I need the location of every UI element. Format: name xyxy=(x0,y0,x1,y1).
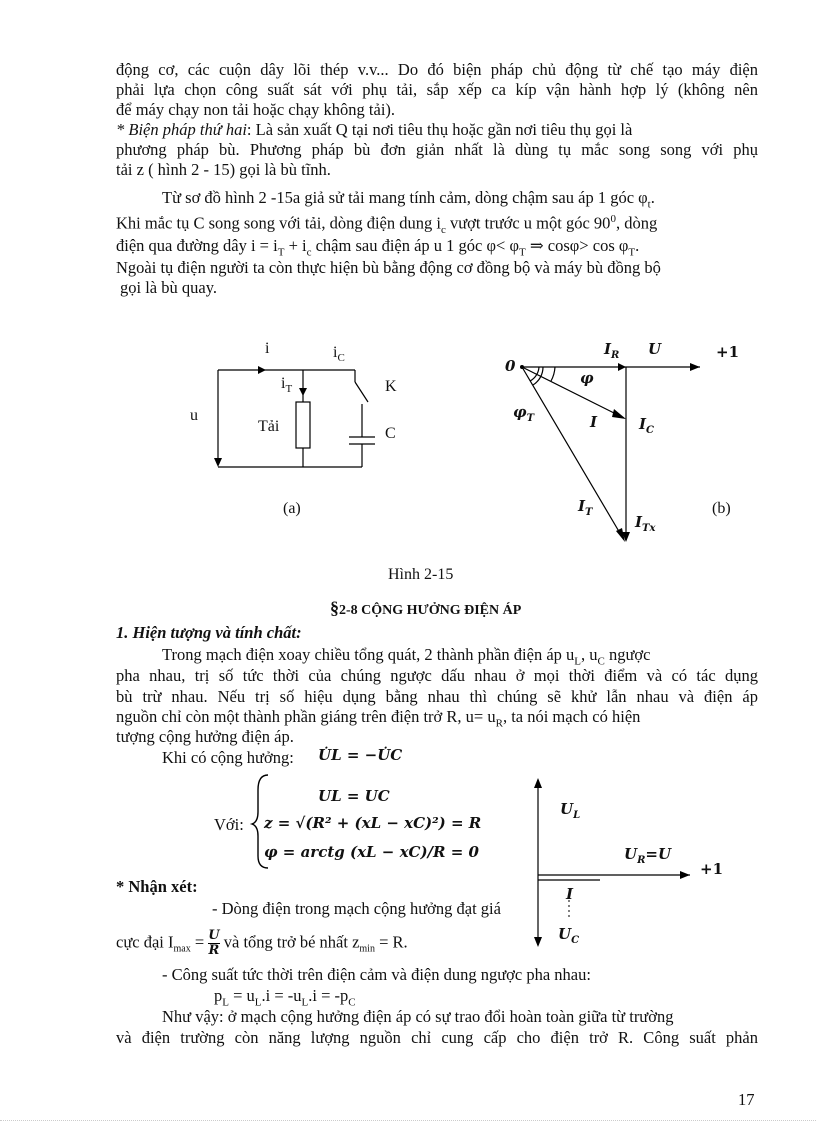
measure2-line1: * Biện pháp thứ hai: Là sản xuất Q tại nơi tiêu thụ hoặc gần nơi tiêu thụ gọi là xyxy=(116,120,633,139)
text-line: Khi mắc tụ C song song với tải, dòng điện dung $i_c$ vượt trước u một góc $90^0$, dòng xyxy=(116,213,658,236)
label-U: U xyxy=(648,340,662,358)
axis-plus-one-2: +1 xyxy=(700,860,724,878)
text-line: để máy chạy non tải hoặc chạy không tải). xyxy=(116,100,396,119)
text-line: và điện trường còn năng lượng nguồn chỉ cung cấp cho điện trở R. Công suất phản xyxy=(116,1028,758,1047)
label-I: I xyxy=(590,413,598,431)
text-line: Từ sơ đồ hình 2 -15a giả sử tải mang tính cảm, dòng chậm sau áp 1 góc $\varphi_t$. xyxy=(162,188,655,211)
text-line: phải lựa chọn công suất sát với phụ tải, sắp xếp ca kíp vận hành hợp lý (không nên xyxy=(116,80,758,99)
label-load: Tải xyxy=(258,418,280,435)
figure-caption: Hình 2-15 xyxy=(388,566,454,583)
label-u: u xyxy=(190,407,198,424)
label-UR-eq-U: $U_R=U$ xyxy=(624,845,672,866)
label-UC: $U_C$ xyxy=(558,925,580,946)
axis-plus-one: +1 xyxy=(716,343,740,361)
text-line: Trong mạch điện xoay chiều tổng quát, 2 thành phần điện áp $u_L$, $u_C$ ngược xyxy=(162,645,651,668)
resonance-formula: U̇L = −U̇C xyxy=(318,746,403,764)
text-line: Ngoài tụ điện người ta còn thực hiện bù bằng động cơ đồng bộ và máy bù đồng bộ xyxy=(116,258,661,277)
text-line: phương pháp bù. Phương pháp bù đơn giản nhất là dùng tụ mắc song song với phụ xyxy=(116,140,758,159)
page-number: 17 xyxy=(738,1090,755,1109)
text-line: bù trừ nhau. Nếu trị số hiệu dụng bằng nhau thì chúng sẽ khử lẫn nhau và điện áp xyxy=(116,687,758,706)
label-IC: $I_C$ xyxy=(639,415,654,436)
label-ITx: $I_{Tx}$ xyxy=(635,513,656,534)
text-line: - Dòng điện trong mạch cộng hưởng đạt giá xyxy=(212,899,501,918)
text-line: $p_L = u_L.i = -u_L.i = -p_C$ xyxy=(214,986,356,1009)
subsection-title: 1. Hiện tượng và tính chất: xyxy=(116,623,302,642)
caption-b: (b) xyxy=(712,500,731,517)
label-i: i xyxy=(265,340,270,357)
text-line: Như vậy: ở mạch cộng hưởng điện áp có sự trao đổi hoàn toàn giữa từ trường xyxy=(162,1007,674,1026)
label-phi: φ xyxy=(580,369,594,387)
text-line: tượng cộng hưởng điện áp. xyxy=(116,727,294,746)
text-line: tải z ( hình 2 - 15) gọi là bù tĩnh. xyxy=(116,160,331,179)
equation-2: z = √(R² + (xL − xC)²) = R xyxy=(264,814,482,832)
label-iT: $i_T$ xyxy=(281,375,293,396)
label-K: K xyxy=(385,378,397,395)
section-title: §2-8 CỘNG HƯỞNG ĐIỆN ÁP xyxy=(330,598,522,618)
equation-3: φ = arctg (xL − xC)/R = 0 xyxy=(264,843,479,861)
text-line: pha nhau, trị số tức thời của chúng ngược dấu nhau ở mọi thời điểm và có tác dụng xyxy=(116,666,758,685)
with-label: Với: xyxy=(214,815,244,834)
label-IR: $I_R$ xyxy=(604,340,620,361)
text-line: gọi là bù quay. xyxy=(120,278,217,297)
label-UL: $U_L$ xyxy=(560,800,581,821)
text-line: cực đại $I_{max}$ = $\frac{U}{R}$ và tổng trở bé nhất $z_{min} = R$. xyxy=(116,928,408,958)
text-line: nguồn chỉ còn một thành phần giáng trên điện trở R, $u= u_R$, ta nói mạch có hiện xyxy=(116,707,641,730)
label-I-2: I xyxy=(566,885,574,903)
text-line: động cơ, các cuộn dây lõi thép v.v... Do đó biện pháp chủ động từ chế tạo máy điện xyxy=(116,60,758,79)
remarks-label: * Nhận xét: xyxy=(116,877,198,896)
resonance-label: Khi có cộng hưởng: xyxy=(162,748,294,767)
text-line: - Công suất tức thời trên điện cảm và điện dung ngược pha nhau: xyxy=(162,965,591,984)
measure2-label: * Biện pháp thứ hai xyxy=(116,120,247,139)
label-phiT: $\varphi_T$ xyxy=(513,403,535,424)
origin-label: 0 xyxy=(505,357,516,375)
caption-a: (a) xyxy=(283,500,301,517)
label-ic: $i_C$ xyxy=(333,344,345,365)
equation-1: UL = UC xyxy=(318,787,390,805)
label-IT: $I_T$ xyxy=(578,497,593,518)
page-bottom-rule xyxy=(0,1120,816,1121)
label-C: C xyxy=(385,425,396,442)
text-line: điện qua đường dây $i = i_T + i_c$ chậm sau điện áp u 1 góc $\varphi< \varphi_T$ ⇒ $\cos\varphi> \cos \varphi_T$. xyxy=(116,236,640,259)
